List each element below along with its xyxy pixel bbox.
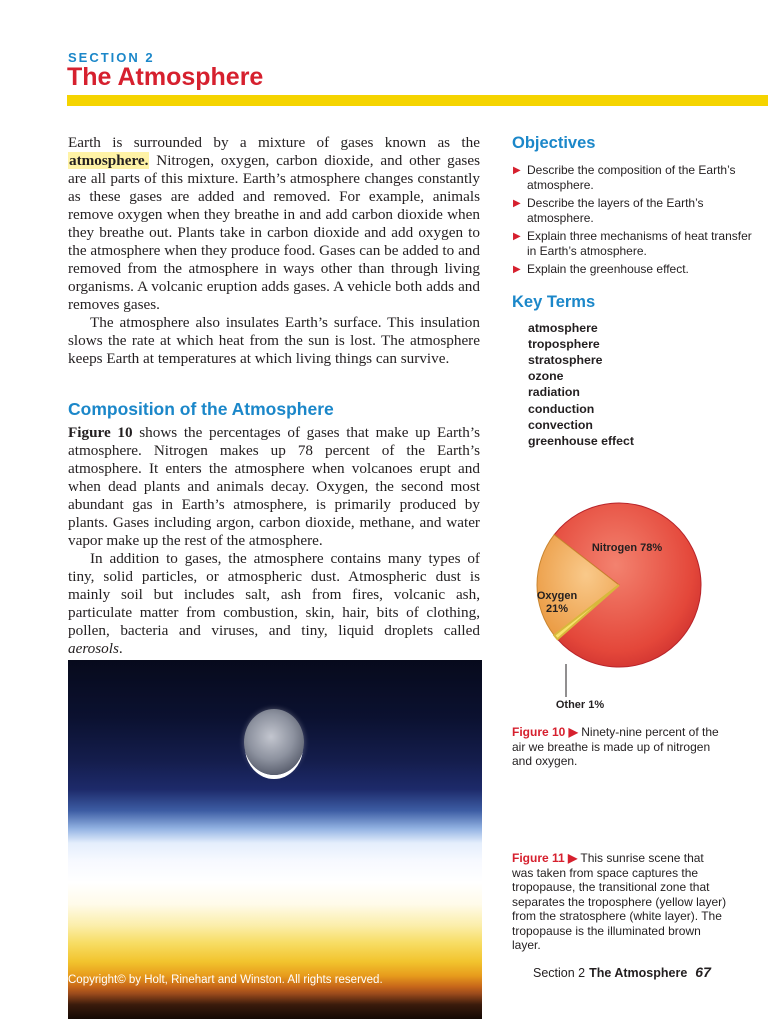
paragraph-dust-end: .: [118, 640, 123, 657]
key-terms-heading: Key Terms: [512, 292, 596, 311]
sunrise-from-space-photo: [68, 660, 482, 1019]
objective-item: [512, 196, 757, 225]
objectives-heading: Objectives: [512, 134, 596, 152]
paragraph-insulation: The atmosphere also insulates Earth’s surface. This insulation slows the rate at which heat from the sun is lost. The atmosphere keeps Earth at temperatures at which living things can survive.: [68, 314, 480, 367]
figure-10-caption-text: Ninety-nine percent of the air we breathe is made up of nitrogen and oxygen.: [512, 725, 719, 768]
paragraph-dust-text: In addition to gases, the atmosphere contains many types of tiny, solid particles, or atmospheric dust. Atmospheric dust is mainly soil but includes salt, ash from fires, volcanic ash, particulate matter from combustion, skin, hair, bits of clothing, pollen, bacteria and viruses, and tiny, liquid droplets called: [68, 550, 480, 639]
objective-text: Explain the greenhouse effect.: [527, 262, 689, 276]
key-term: convection: [528, 417, 593, 432]
arrow-right-icon: ▶: [513, 264, 521, 275]
sidebar: [512, 134, 757, 449]
objective-item: [512, 262, 757, 277]
paragraph-composition-text: shows the percentages of gases that make up Earth’s atmosphere. Nitrogen makes up 78 percent of the Earth’s atmosphere. It enters the atmosphere when volcanoes erupt and when dead plants and animals decay. Oxygen, the second most abundant gas in Earth’s atmosphere, is primarily produced by plants. Gases including argon, carbon dioxide, methane, and water vapor make up the rest of the atmosphere.: [68, 424, 480, 549]
objective-text: Describe the composition of the Earth’s atmosphere.: [527, 163, 736, 192]
pie-label-oxygen: Oxygen 21%: [536, 590, 578, 615]
objective-item: [512, 229, 757, 258]
moon: [244, 709, 304, 775]
key-term: troposphere: [528, 336, 600, 351]
main-text-column: [68, 134, 480, 658]
key-term: conduction: [528, 401, 595, 416]
arrow-right-icon: ▶: [513, 198, 521, 209]
page-footer: [533, 964, 711, 980]
key-term: radiation: [528, 385, 580, 400]
paragraph-intro: [68, 134, 480, 314]
paragraph-composition: [68, 424, 480, 550]
paragraph-intro-rest: Nitrogen, oxygen, carbon dioxide, and other gases are all parts of this mixture. Earth’s atmosphere changes constantly as these gases are added and removed. For example, animals remove oxygen when they breathe in and add carbon dioxide when they breathe out. Plants take in carbon dioxide and add oxygen to the atmosphere when they produce food. Gases can be added to and removed from the atmosphere in ways other than through living organisms. A volcanic eruption adds gases. A vehicle both adds and removes gases.: [68, 152, 480, 313]
pie-label-nitrogen: Nitrogen 78%: [591, 542, 663, 554]
objectives-list: [512, 163, 757, 277]
arrow-right-icon: ▶: [513, 231, 521, 242]
figure-10-label: Figure 10 ▶: [512, 725, 578, 739]
key-term: stratosphere: [528, 352, 603, 367]
title-rule: [67, 95, 768, 106]
paragraph-dust: [68, 550, 480, 658]
figure-11-label: Figure 11 ▶: [512, 851, 578, 865]
composition-heading: Composition of the Atmosphere: [68, 399, 334, 419]
key-term: ozone: [528, 369, 564, 384]
page-title: The Atmosphere: [67, 63, 264, 91]
figure-11-caption-text: This sunrise scene that was taken from space captures the tropopause, the transitional zone that separates the troposphere (yellow layer) from the stratosphere (white layer). The tropopause is the illuminated brown layer.: [512, 851, 727, 952]
section-label: SECTION 2: [68, 50, 155, 65]
key-term: atmosphere: [528, 320, 598, 335]
arrow-right-icon: ▶: [513, 165, 521, 176]
page-number: 67: [695, 964, 711, 980]
key-term: greenhouse effect: [528, 433, 634, 448]
term-aerosols: aerosols: [68, 640, 119, 657]
key-terms-list: [512, 320, 757, 450]
objective-text: Explain three mechanisms of heat transfer in Earth’s atmosphere.: [527, 229, 752, 258]
atmosphere-pie-chart: [512, 500, 712, 710]
footer-section: Section 2: [533, 966, 586, 980]
pie-label-other: Other 1%: [555, 699, 605, 711]
objective-text: Describe the layers of the Earth’s atmosphere.: [527, 196, 704, 225]
figure-11-caption: [512, 851, 727, 953]
figure-10-caption: [512, 725, 727, 769]
figure-10-reference: Figure 10: [68, 424, 133, 441]
term-atmosphere-highlight: atmosphere.: [69, 152, 149, 169]
copyright-notice: Copyright© by Holt, Rinehart and Winston. All rights reserved.: [68, 974, 383, 986]
footer-title: The Atmosphere: [589, 966, 688, 980]
objective-item: [512, 163, 757, 192]
paragraph-intro-text: Earth is surrounded by a mixture of gases known as the: [68, 134, 480, 151]
